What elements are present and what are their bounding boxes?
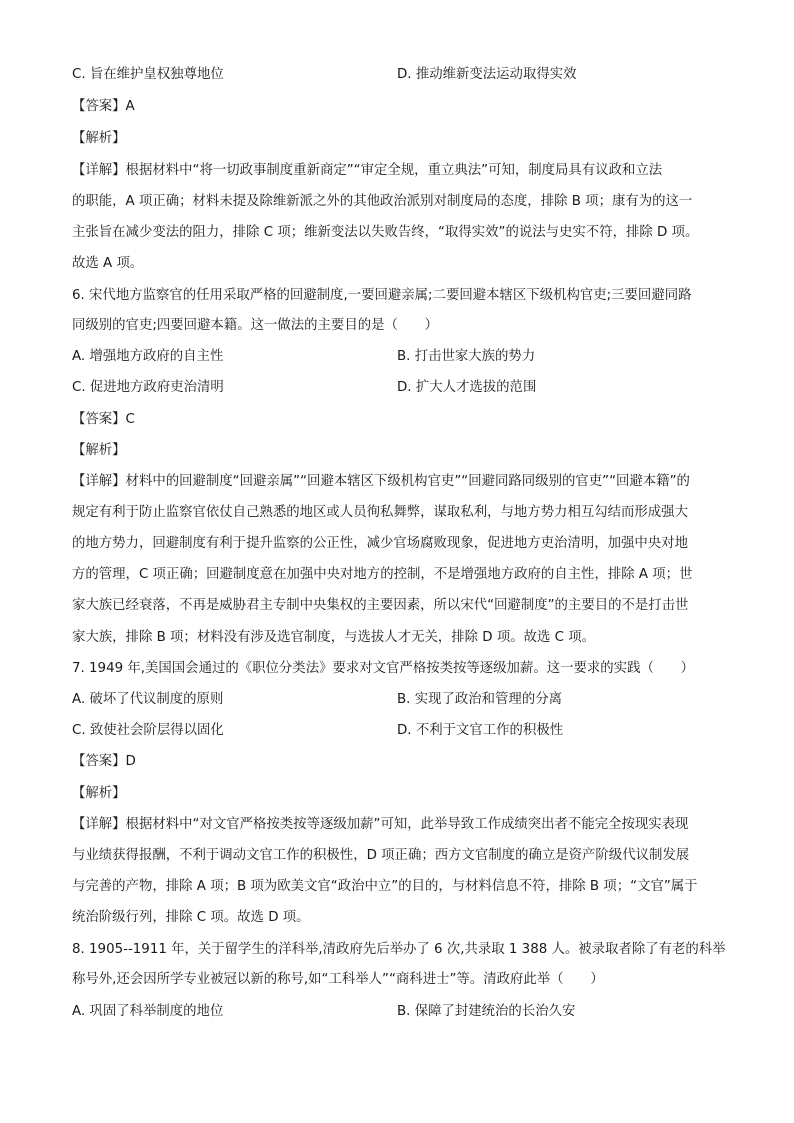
q6-option-c: C. 促进地方政府吏治清明: [72, 380, 224, 395]
q7-analysis-heading: 【解析】: [72, 786, 126, 801]
q5-detail-line: 故选 A 项。: [72, 256, 144, 271]
q7-option-c: C. 致使社会阶层得以固化: [72, 723, 224, 738]
q7-detail-line: 与业绩获得报酬，不利于调动文官工作的积极性，D 项正确；西方文官制度的确立是资产阶级代议制发展: [72, 848, 690, 863]
q6-answer: 【答案】C: [72, 412, 135, 427]
q7-stem: 7. 1949 年,美国国会通过的《职位分类法》要求对文官严格按类按等逐级加薪。这一要求的实践（ ）: [72, 661, 695, 676]
q7-detail-line: 与完善的产物，排除 A 项；B 项为欧美文官“政治中立”的目的，与材料信息不符，排除 B 项；“文官”属于: [72, 879, 698, 894]
q7-option-b: B. 实现了政治和管理的分离: [397, 692, 562, 707]
q8-options-row-ab: [72, 1002, 732, 1022]
q6-options-row-ab: [72, 347, 732, 367]
q6-detail-line: 的地方势力，回避制度有利于提升监察的公正性，减少官场腐败现象，促进地方吏治清明，加强中央对地: [72, 536, 688, 551]
q6-option-a: A. 增强地方政府的自主性: [72, 349, 224, 364]
q5-detail-line: 主张旨在减少变法的阻力，排除 C 项；维新变法以失败告终，“取得实效”的说法与史实不符，排除 D 项。: [72, 225, 699, 240]
q8-option-a: A. 巩固了科举制度的地位: [72, 1004, 224, 1019]
q6-detail-line: 规定有利于防止监察官依仗自己熟悉的地区或人员徇私舞弊，谋取私利，与地方势力相互勾结而形成强大: [72, 505, 688, 520]
q6-detail-line: 方的管理，C 项正确；回避制度意在加强中央对地方的控制，不是增强地方政府的自主性，排除 A 项；世: [72, 567, 693, 582]
q7-options-row-ab: [72, 690, 732, 710]
q7-option-d: D. 不利于文官工作的积极性: [397, 723, 564, 738]
q5-option-d: D. 推动维新变法运动取得实效: [397, 67, 577, 82]
q6-stem-line: 同级别的官吏;四要回避本籍。这一做法的主要目的是（ ）: [72, 318, 439, 333]
q6-detail-line: 家大族，排除 B 项；材料没有涉及选官制度，与选拔人才无关，排除 D 项。故选 C 项。: [72, 630, 596, 645]
q8-option-b: B. 保障了封建统治的长治久安: [397, 1004, 576, 1019]
q7-answer: 【答案】D: [72, 754, 136, 769]
q8-stem-line: 8. 1905--1911 年，关于留学生的洋科举,清政府先后举办了 6 次,共录取 1 388 人。被录取者除了有老的科举: [72, 942, 726, 957]
q8-stem-line: 称号外,还会因所学专业被冠以新的称号,如“工科举人”“商科进士”等。清政府此举（ ）: [72, 972, 604, 987]
q5-answer: 【答案】A: [72, 99, 135, 114]
q7-options-row-cd: [72, 721, 732, 741]
q6-stem-line: 6. 宋代地方监察官的任用采取严格的回避制度,一要回避亲属;二要回避本辖区下级机构官吏;三要回避同路: [72, 288, 692, 303]
q7-option-a: A. 破坏了代议制度的原则: [72, 692, 224, 707]
q6-detail-line: 家大族已经衰落，不再是威胁君主专制中央集权的主要因素，所以宋代“回避制度”的主要目的不是打击世: [72, 598, 689, 613]
q7-detail-line: 统治阶级行列，排除 C 项。故选 D 项。: [72, 910, 310, 925]
q6-detail-line: 【详解】材料中的回避制度“回避亲属”“回避本辖区下级机构官吏”“回避同路同级别的官吏”“回避本籍”的: [72, 474, 690, 489]
q5-option-c: C. 旨在维护皇权独尊地位: [72, 67, 224, 82]
q6-options-row-cd: [72, 378, 732, 398]
q6-option-d: D. 扩大人才选拔的范围: [397, 380, 537, 395]
q5-options-row-cd: [72, 65, 732, 85]
q5-analysis-heading: 【解析】: [72, 131, 126, 146]
q6-option-b: B. 打击世家大族的势力: [397, 349, 536, 364]
q6-analysis-heading: 【解析】: [72, 443, 126, 458]
q5-detail-line: 的职能，A 项正确；材料未提及除维新派之外的其他政治派别对制度局的态度，排除 B 项；康有为的这一: [72, 194, 693, 209]
q7-detail-line: 【详解】根据材料中“对文官严格按类按等逐级加薪”可知，此举导致工作成绩突出者不能完全按现实表现: [72, 817, 689, 832]
q5-detail-line: 【详解】根据材料中“将一切政事制度重新商定”“审定全规，重立典法”可知，制度局具有议政和立法: [72, 163, 663, 178]
